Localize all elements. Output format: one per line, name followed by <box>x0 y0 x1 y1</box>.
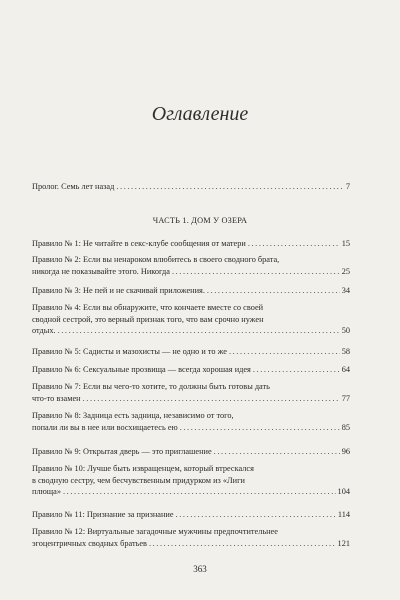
toc-entry-line: Правило № 4: Если вы обнаружите, что кончаете вместе со своей <box>32 303 264 312</box>
toc-page-number: 50 <box>341 326 350 335</box>
toc-entry-rule-7 <box>32 393 350 404</box>
dot-leader <box>63 486 336 497</box>
dot-leader <box>253 364 340 375</box>
toc-entry-line: Правило № 8: Задница есть задница, независимо от того, <box>32 411 234 420</box>
toc-entry-line: Правило № 12: Виртуальные загадочные мужчины предпочтительнее <box>32 527 278 536</box>
page-number: 363 <box>193 564 207 574</box>
toc-entry-rule-9 <box>32 446 350 457</box>
toc-entry-label: попали ли вы в нее или восхищаетесь ею <box>32 422 178 432</box>
toc-page-number: 114 <box>337 510 350 519</box>
toc-entry-rule-5 <box>32 346 350 357</box>
toc-entry-rule-12 <box>32 538 350 549</box>
toc-entry-line: Правило № 2: Если вы ненароком влюбитесь в своего сводного брата, <box>32 255 280 264</box>
dot-leader <box>207 285 340 296</box>
toc-page-number: 96 <box>341 447 350 456</box>
toc-entry-label: отдых. <box>32 326 56 335</box>
toc-entry-label: плюща» <box>32 487 61 496</box>
toc-page-number: 64 <box>341 365 350 374</box>
toc-page-number: 34 <box>341 286 350 295</box>
toc-entry-line: сводной сестрой, это верный признак того, что вам срочно нужен <box>32 314 264 324</box>
toc-entry-rule-8 <box>32 422 350 433</box>
dot-leader <box>172 266 340 277</box>
toc-entry-rule-2 <box>32 266 350 277</box>
toc-entry-rule-1 <box>32 238 350 249</box>
dot-leader <box>229 346 340 357</box>
toc-entry-rule-4 <box>32 325 350 336</box>
toc-entry-label: никогда не показывайте этого. Никогда <box>32 266 170 276</box>
toc-page-number: 7 <box>345 182 350 191</box>
toc-entry-label: эгоцентричных сводных братьев <box>32 538 147 548</box>
toc-entry-label: Правило № 5: Садисты и мазохисты — не одно и то же <box>32 347 227 356</box>
toc-page-number: 15 <box>341 239 350 248</box>
toc-page-number: 121 <box>337 538 350 548</box>
toc-entry-rule-11 <box>32 509 350 520</box>
toc-entry-label: Правило № 3: Не пей и не скачивай приложения. <box>32 286 205 295</box>
toc-entry-line: в сводную сестру, чем бесчувственным придурком из «Лиги <box>32 475 245 485</box>
toc-entry-line: Правило № 7: Если вы чего-то хотите, то должны быть готовы дать <box>32 382 270 391</box>
dot-leader <box>180 422 340 433</box>
toc-entry-rule-6 <box>32 364 350 375</box>
dot-leader <box>248 238 340 249</box>
toc-page-number: 85 <box>341 422 350 432</box>
dot-leader <box>58 325 340 336</box>
toc-entry-prologue <box>32 181 350 192</box>
toc-entry-label: что-то взамен <box>32 393 81 403</box>
page-title: Оглавление <box>151 103 249 125</box>
toc-page-number: 58 <box>341 347 350 356</box>
toc-entry-rule-10 <box>32 486 350 497</box>
toc-entry-label: Правило № 11: Признание за признание <box>32 510 174 519</box>
dot-leader <box>214 446 340 457</box>
dot-leader <box>83 393 340 404</box>
toc-entry-rule-3 <box>32 285 350 296</box>
toc-entry-label: Правило № 6: Сексуальные прозвища — всегда хорошая идея <box>32 365 251 374</box>
toc-entry-line: Правило № 10: Лучше быть извращенцем, который втрескался <box>32 464 254 473</box>
toc-entry-label: Правило № 1: Не читайте в секс-клубе сообщения от матери <box>32 239 246 248</box>
toc-entry-label: Правило № 9: Открытая дверь — это приглашение <box>32 447 212 456</box>
toc-page-number: 25 <box>341 266 350 276</box>
part-heading: ЧАСТЬ 1. ДОМ У ОЗЕРА <box>152 216 248 225</box>
toc-page-number: 77 <box>341 393 350 403</box>
dot-leader <box>149 538 336 549</box>
toc-page-number: 104 <box>337 487 350 496</box>
dot-leader <box>176 509 336 520</box>
dot-leader <box>116 181 344 192</box>
toc-entry-label: Пролог. Семь лет назад <box>32 182 115 191</box>
